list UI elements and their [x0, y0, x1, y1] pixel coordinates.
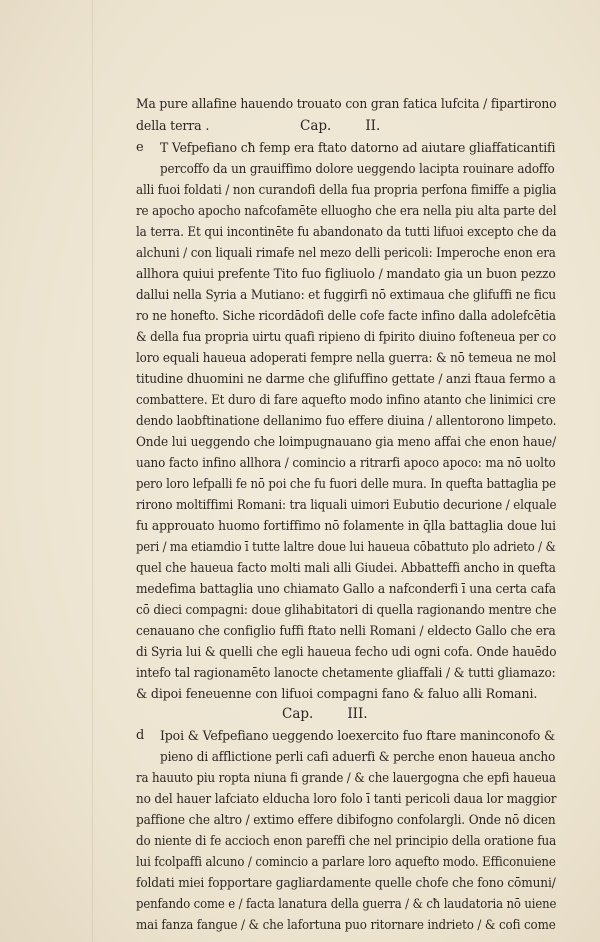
text-line: pieno di afflictione perli cafi aduerfi & perche enon haueua ancho [160, 749, 556, 764]
chapter-numeral: II. [365, 118, 381, 134]
text-line: paffione che altro / extimo effere dibifogno confolargli. Onde nō dicen [136, 812, 556, 827]
text-line: della terra . [136, 118, 210, 133]
text-line: pero loro lefpalli fe nō poi che fu fuori delle mura. In quefta battaglia pe [136, 476, 556, 491]
text-line: dallui nella Syria a Mutiano: et fuggirfi nō extimaua che glifuffi ne ficu [136, 287, 557, 302]
text-line: di Syria lui & quelli che egli haueua fecho udi ogni cofa. Onde hauēdo [136, 644, 557, 659]
text-line: mai fanza fangue / & che lafortuna puo ritornare indrieto / & cofi come [136, 917, 556, 932]
text-line: Ipoi & Vefpefiano ueggendo loexercito fuo ftare maninconofo & [160, 728, 555, 743]
text-line: & della fua propria uirtu quafi ripieno di fpirito diuino foſteneua per co [136, 329, 556, 344]
text-line: combattere. Et duro di fare aquefto modo infino atanto che linimici cre [136, 392, 556, 407]
chapter-heading-3 [282, 704, 368, 724]
text-line: rirono moltiffimi Romani: tra liquali uimori Eubutio decurione / elquale [136, 497, 557, 512]
text-line: intefo tal ragionamēto lanocte chetamente gliaffali / & tutti gliamazo: [136, 665, 556, 680]
text-line: penfando come e / facta lanatura della guerra / & cħ laudatoria nō uiene [136, 896, 557, 911]
text-line: re apocho apocho nafcofamēte elluogho che era nella piu alta parte del [136, 203, 557, 218]
text-line: peri / ma etiamdio ī tutte laltre doue lui haueua cōbattuto plo adrieto / & [136, 539, 556, 554]
text-line: ro ne honefto. Siche ricordādofi delle cofe facte infino dalla adolefcētia [136, 308, 556, 323]
text-line: quel che haueua facto molti mali alli Giudei. Abbatteffi ancho in quefta [136, 560, 556, 575]
text-line: titudine dhuomini ne darme che glifuffino gettate / anzi ftaua fermo a [136, 371, 556, 386]
text-line: cō dieci compagni: doue glihabitatori di quella ragionando mentre che [136, 602, 557, 617]
text-line: & dipoi feneuenne con lifuoi compagni fano & faluo alli Romani. [136, 686, 538, 701]
text-line: percoffo da un grauiffimo dolore ueggendo lacipta rouinare adoffo [160, 161, 555, 176]
text-line: ra hauuto piu ropta niuna fi grande / & che lauergogna che epfi haueua [136, 770, 556, 785]
text-line: dendo laobftinatione dellanimo fuo effere diuina / allentorono limpeto. [136, 413, 557, 428]
text-line: la terra. Et qui incontinēte fu abandonato da tutti lifuoi excepto che da [136, 224, 557, 239]
text-line: Onde lui ueggendo che loimpugnauano gia meno affai che enon haue/ [136, 434, 557, 449]
text-line: loro equali haueua adoperati fempre nella guerra: & nō temeua ne mol [136, 350, 557, 365]
text-line: alchuni / con liquali rimafe nel mezo delli pericoli: Imperoche enon era [136, 245, 556, 260]
text-line: medefima battaglia uno chiamato Gallo a nafconderfi ī una certa cafa [136, 581, 556, 596]
text-line: T Vefpefiano cħ femp era ftato datorno ad aiutare gliaffaticantifi [160, 140, 556, 155]
text-line: Ma pure allafine hauendo trouato con gran fatica lufcita / fipartirono [136, 96, 557, 111]
text-line: no del hauer lafciato elducha loro folo ī tanti pericoli daua lor maggior [136, 791, 557, 806]
text-line: cenauano che configlio fuffi ftato nelli Romani / eldecto Gallo che era [136, 623, 556, 638]
marginal-letter-d: d [136, 728, 145, 743]
text-line: fu approuato huomo fortiffimo nō folamente in q̄lla battaglia doue lui [136, 518, 556, 533]
chapter-heading-2 [300, 116, 380, 136]
text-line: lui fcolpaffi alcuno / comincio a parlare loro aquefto modo. Efficonuiene [136, 854, 556, 869]
text-line: alli fuoi foldati / non curandofi della fua propria perfona fimiffe a piglia [136, 182, 557, 197]
chapter-label: Cap. [300, 118, 332, 134]
text-line: foldati miei fopportare gagliardamente quelle chofe che fono cōmuni/ [136, 875, 556, 890]
text-line: do niente di fe accioch enon pareffi che nel principio della oratione fua [136, 833, 557, 848]
text-line: allhora quiui prefente Tito fuo figliuolo / mandato gia un buon pezzo [136, 266, 556, 281]
text-line: uano facto infino allhora / comincio a ritrarfi apoco apoco: ma nō uolto [136, 455, 556, 470]
chapter-label: Cap. [282, 706, 314, 722]
chapter-numeral: III. [347, 706, 368, 722]
marginal-letter-e: e [136, 140, 144, 155]
